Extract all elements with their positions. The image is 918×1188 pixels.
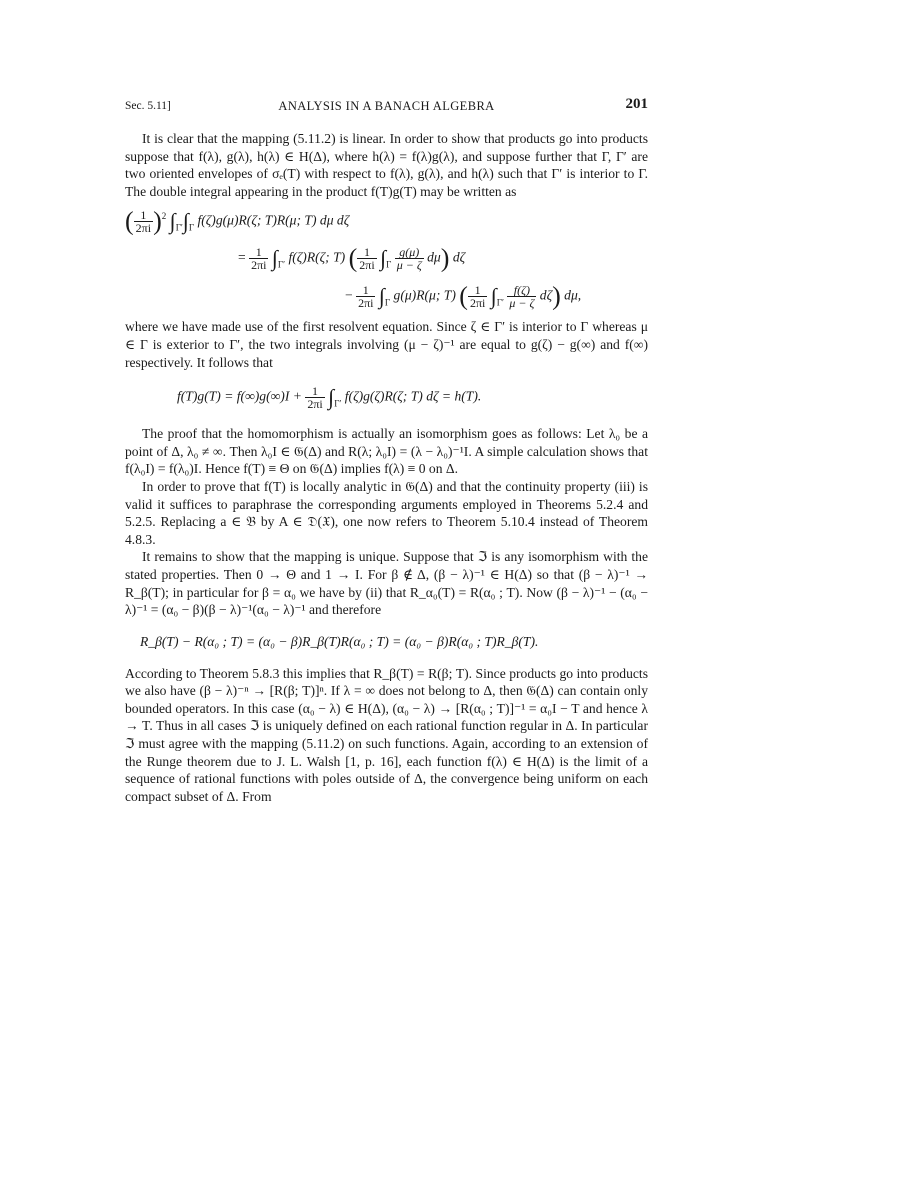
running-header <box>125 96 648 116</box>
book-page <box>125 96 648 805</box>
paragraph-isomorphism: The proof that the homomorphism is actually an isomorphism goes as follows: Let λ₀ be a point of Δ, λ₀ ≠ ∞. Then λ₀I ∈ 𝔊(Δ) and R(λ; λ₀I) = (λ − λ₀)⁻¹I. A simple calculation shows that f(λ₀I) = f(λ₀)I. Hence f(T) ≡ Θ on 𝔊(Δ) implies f(λ) ≡ 0 on Δ. <box>125 426 648 477</box>
equation-resolvent-identity: R_β(T) − R(α₀ ; T) = (α₀ − β)R_β(T)R(α₀ ; T) = (α₀ − β)R(α₀ ; T)R_β(T). <box>140 633 539 649</box>
equation-resolvent-line2: − $\frac{1}{2\pi i}$ $\int_\Gamma$ g(μ)R(μ; T) ( $\frac{1}{2\pi i}$ $\int_{\Gamma'}$ $\frac{f(\zeta)}{\mu - \zeta}$ dζ) dμ, <box>345 282 582 312</box>
fraction: $\frac{1}{2\pi i}$ <box>135 208 152 236</box>
paragraph-uniqueness: It remains to show that the mapping is unique. Suppose that ℑ is any isomorphism with the stated properties. Then 0 → Θ and 1 → I. For β ∉ Δ, (β − λ)⁻¹ ∈ H(Δ) so that (β − λ)⁻¹ → R_β(T); in particular for β = α₀ we have by (ii) that R_α₀(T) = R(α₀ ; T). Now (β − λ)⁻¹ − (α₀ − λ)⁻¹ = (α₀ − β)(β − λ)⁻¹(α₀ − λ)⁻¹ and therefore <box>125 549 648 618</box>
equation-resolvent-line1: = $\frac{1}{2\pi i}$ $\int_{\Gamma'}$ f(ζ)R(ζ; T) ( $\frac{1}{2\pi i}$ $\int_\Gamma$ $\frac{g(\mu)}{\mu - \zeta}$ dμ) dζ <box>238 244 466 274</box>
equation-product-result: f(T)g(T) = f(∞)g(∞)I + $\frac{1}{2\pi i}$ $\int_{\Gamma'}$ f(ζ)g(ζ)R(ζ; T) dζ = h(T). <box>177 384 482 412</box>
equation-double-integral: ( $\frac{1}{2\pi i}$ )$^2$ $\int_{\Gamma'}\int_\Gamma$ f(ζ)g(μ)R(ζ; T)R(μ; T) dμ dζ <box>125 206 350 236</box>
paragraph-locally-analytic: In order to prove that f(T) is locally analytic in 𝔊(Δ) and that the continuity property (iii) is valid it suffices to paraphrase the corresponding arguments employed in Theorems 5.2.4 and 5.2.5. Replacing a ∈ 𝔅 by A ∈ 𝔇(𝔛), one now refers to Theorem 5.10.4 instead of Theorem 4.8.3. <box>125 478 648 547</box>
paragraph-runge: According to Theorem 5.8.3 this implies that R_β(T) = R(β; T). Since products go into products we also have (β − λ)⁻ⁿ → [R(β; T)]ⁿ. If λ = ∞ does not belong to Δ, then 𝔊(Δ) can contain only bounded operators. In this case (α₀ − λ) ∈ H(Δ), (α₀ − λ) → [R(α₀ ; T)]⁻¹ = α₀I − T and hence λ → T. Thus in all cases ℑ is uniquely defined on each rational function regular in Δ. In particular ℑ must agree with the mapping (5.11.2) on such functions. Again, according to an extension of the Runge theorem due to J. L. Walsh [1, p. 16], each function f(λ) ∈ H(Δ) is the limit of a sequence of rational functions with poles outside of Δ, the convergence being uniform on each compact subset of Δ. From <box>125 665 648 804</box>
paragraph-products: It is clear that the mapping (5.11.2) is linear. In order to show that products go into products suppose that f(λ), g(λ), h(λ) ∈ H(Δ), where h(λ) = f(λ)g(λ), and suppose further that Γ, Γ′ are two oriented envelopes of σₑ(T) with respect to f(λ), g(λ), and h(λ) such that Γ′ is interior to Γ. The double integral appearing in the product f(T)g(T) may be written as <box>125 131 648 199</box>
paragraph-resolvent: where we have made use of the first resolvent equation. Since ζ ∈ Γ′ is interior to Γ whereas μ ∈ Γ is exterior to Γ′, the two integrals involving (μ − ζ)⁻¹ are equal to g(ζ) − g(∞) and f(∞) respectively. It follows that <box>125 319 648 370</box>
integral-sign: ∫ <box>182 208 189 234</box>
integral-sign: ∫ <box>169 208 176 234</box>
section-label: Sec. 5.11] <box>125 100 171 112</box>
page-number: 201 <box>625 96 648 112</box>
chapter-title: ANALYSIS IN A BANACH ALGEBRA <box>278 99 495 113</box>
